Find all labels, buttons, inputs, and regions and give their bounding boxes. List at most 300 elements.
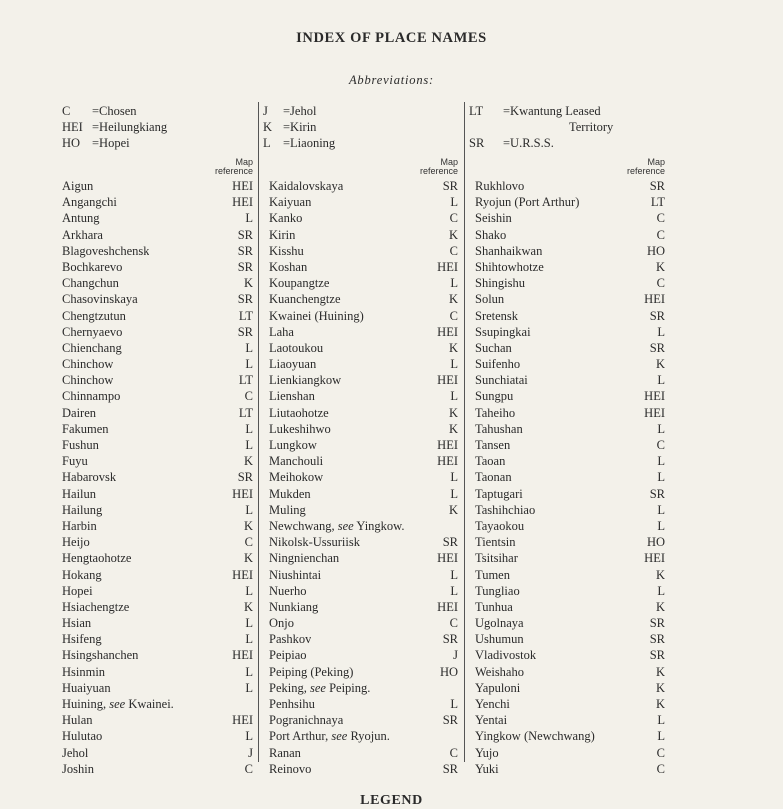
index-entry bbox=[62, 388, 253, 404]
place-name: Tayaokou bbox=[475, 518, 525, 533]
index-entry bbox=[62, 615, 253, 631]
place-name: Laha bbox=[269, 324, 294, 339]
index-entry bbox=[263, 615, 458, 631]
index-column-1 bbox=[62, 103, 253, 777]
map-reference: K bbox=[448, 421, 458, 436]
place-name: Hsian bbox=[62, 616, 92, 631]
index-entry bbox=[62, 178, 253, 194]
map-reference: L bbox=[245, 664, 253, 679]
index-entry bbox=[263, 761, 458, 777]
abbreviation-meaning: Territory bbox=[569, 120, 614, 135]
index-entry bbox=[62, 324, 253, 340]
index-entry bbox=[263, 631, 458, 647]
index-entry bbox=[263, 502, 458, 518]
map-reference: L bbox=[245, 357, 253, 372]
place-name: Newchwang, see Yingkow. bbox=[269, 518, 405, 533]
place-name: Shihtowhotze bbox=[475, 259, 544, 274]
map-reference: L bbox=[657, 502, 665, 517]
index-entry bbox=[62, 405, 253, 421]
abbreviation-item bbox=[469, 135, 665, 151]
place-name: Chernyaevo bbox=[62, 324, 123, 339]
abbreviation-list bbox=[469, 103, 665, 158]
abbreviation-meaning: =Kirin bbox=[283, 120, 317, 135]
map-reference: L bbox=[657, 454, 665, 469]
abbreviation-meaning: =U.R.S.S. bbox=[503, 136, 554, 151]
place-name: Arkhara bbox=[62, 227, 103, 242]
map-reference: SR bbox=[237, 227, 253, 242]
place-name: Ranan bbox=[269, 745, 301, 760]
index-column-2 bbox=[263, 103, 458, 777]
place-name: Sretensk bbox=[475, 308, 519, 323]
abbreviation-meaning: =Kwantung Leased bbox=[503, 104, 601, 118]
index-entry bbox=[263, 308, 458, 324]
map-reference: C bbox=[449, 308, 458, 323]
map-reference: L bbox=[450, 470, 458, 485]
map-reference: LT bbox=[238, 308, 253, 323]
map-reference: C bbox=[244, 761, 253, 776]
place-name: Aigun bbox=[62, 179, 94, 193]
index-entry bbox=[263, 178, 458, 194]
place-name: Suifenho bbox=[475, 357, 521, 372]
map-reference: C bbox=[656, 438, 665, 452]
place-name: Lukeshihwo bbox=[269, 421, 331, 436]
map-reference: L bbox=[245, 680, 253, 695]
map-reference: K bbox=[655, 599, 665, 614]
place-name: Hsinmin bbox=[62, 664, 106, 679]
map-reference: K bbox=[243, 518, 253, 533]
place-name: Vladivostok bbox=[475, 648, 537, 663]
index-entry bbox=[469, 388, 665, 404]
index-entry bbox=[62, 534, 253, 550]
map-reference: SR bbox=[649, 486, 665, 501]
index-entry bbox=[263, 243, 458, 259]
index-entry bbox=[469, 502, 665, 518]
map-reference: L bbox=[450, 567, 458, 582]
place-name: Tungliao bbox=[475, 583, 520, 598]
index-entry bbox=[62, 356, 253, 372]
abbreviation-code: SR bbox=[469, 136, 485, 151]
map-reference: HEI bbox=[437, 373, 458, 388]
index-entry bbox=[62, 340, 253, 356]
place-name: Hengtaohotze bbox=[62, 551, 132, 566]
place-name: Tsitsihar bbox=[475, 551, 518, 566]
place-name: Pashkov bbox=[269, 632, 312, 647]
place-name: Sunchiatai bbox=[475, 373, 528, 388]
index-entry bbox=[263, 291, 458, 307]
map-reference: K bbox=[448, 227, 458, 242]
index-entry bbox=[62, 664, 253, 680]
map-reference: L bbox=[657, 729, 665, 744]
place-name: Kanko bbox=[269, 211, 303, 226]
index-entry bbox=[62, 550, 253, 566]
place-name: Blagoveshchensk bbox=[62, 243, 150, 258]
abbreviation-item bbox=[62, 119, 253, 135]
map-reference: HEI bbox=[437, 454, 458, 469]
map-reference: SR bbox=[442, 535, 458, 550]
map-reference: C bbox=[449, 243, 458, 258]
map-reference: L bbox=[657, 324, 665, 339]
index-entry bbox=[62, 583, 253, 599]
map-reference: SR bbox=[237, 259, 253, 274]
index-entry bbox=[263, 745, 458, 761]
map-reference: L bbox=[450, 276, 458, 291]
index-entry bbox=[62, 437, 253, 453]
map-reference: L bbox=[245, 583, 253, 598]
place-name: Hailun bbox=[62, 486, 97, 501]
index-entry bbox=[469, 291, 665, 307]
index-entry bbox=[469, 243, 665, 259]
place-name: Kwainei (Huining) bbox=[269, 308, 364, 323]
map-reference: K bbox=[655, 357, 665, 372]
index-entry bbox=[62, 486, 253, 502]
map-reference: L bbox=[245, 502, 253, 517]
index-entry bbox=[62, 761, 253, 777]
place-name: Kaiyuan bbox=[269, 195, 312, 210]
place-name: Nuerho bbox=[269, 583, 307, 598]
place-name: Fushun bbox=[62, 438, 99, 452]
place-name: Dairen bbox=[62, 405, 97, 420]
map-reference: SR bbox=[442, 713, 458, 728]
index-entry bbox=[469, 615, 665, 631]
map-reference: SR bbox=[649, 308, 665, 323]
map-reference: L bbox=[245, 616, 253, 631]
map-reference: HEI bbox=[437, 599, 458, 614]
map-reference: L bbox=[245, 632, 253, 647]
index-entry bbox=[62, 469, 253, 485]
index-entry bbox=[263, 453, 458, 469]
map-reference: SR bbox=[237, 470, 253, 485]
place-name: Chasovinskaya bbox=[62, 292, 138, 307]
place-name: Yingkow (Newchwang) bbox=[475, 729, 595, 744]
index-entry bbox=[62, 502, 253, 518]
map-reference: L bbox=[657, 373, 665, 388]
map-reference: SR bbox=[649, 632, 665, 647]
map-reference-header: Map reference bbox=[626, 157, 665, 176]
place-name: Hsifeng bbox=[62, 632, 102, 647]
place-name: Hsiachengtze bbox=[62, 599, 130, 614]
map-reference: C bbox=[244, 535, 253, 550]
place-name: Chinnampo bbox=[62, 389, 121, 404]
index-entry bbox=[469, 745, 665, 761]
index-entry bbox=[469, 178, 665, 194]
map-reference: K bbox=[243, 454, 253, 469]
place-name: Jehol bbox=[62, 745, 89, 760]
map-reference: K bbox=[655, 697, 665, 711]
map-reference: C bbox=[656, 276, 665, 291]
map-reference: SR bbox=[442, 632, 458, 647]
place-name: Shingishu bbox=[475, 276, 526, 291]
map-reference: HEI bbox=[437, 324, 458, 339]
index-entry bbox=[62, 210, 253, 226]
map-reference: L bbox=[245, 340, 253, 355]
map-reference: HEI bbox=[437, 259, 458, 274]
map-reference: L bbox=[245, 438, 253, 452]
index-entry bbox=[263, 340, 458, 356]
map-reference: K bbox=[655, 680, 665, 695]
map-reference: HEI bbox=[232, 567, 253, 582]
place-name: Muling bbox=[269, 502, 306, 517]
map-reference: SR bbox=[649, 648, 665, 663]
index-entry bbox=[469, 356, 665, 372]
index-entry bbox=[263, 210, 458, 226]
place-name: Hokang bbox=[62, 567, 102, 582]
index-entry bbox=[62, 647, 253, 663]
abbreviation-code: LT bbox=[469, 104, 484, 118]
place-name: Kisshu bbox=[269, 243, 304, 258]
map-reference: LT bbox=[650, 195, 665, 210]
place-name: Joshin bbox=[62, 761, 94, 776]
index-entry bbox=[263, 534, 458, 550]
index-entry bbox=[469, 308, 665, 324]
place-name: Yenchi bbox=[475, 697, 510, 711]
place-name: Kaidalovskaya bbox=[269, 179, 344, 193]
index-entry bbox=[263, 583, 458, 599]
place-name: Suchan bbox=[475, 340, 512, 355]
index-entries bbox=[62, 178, 253, 777]
place-name: Niushintai bbox=[269, 567, 322, 582]
map-reference: L bbox=[657, 713, 665, 728]
place-name: Taheiho bbox=[475, 405, 516, 420]
place-name: Ssupingkai bbox=[475, 324, 531, 339]
place-name: Chengtzutun bbox=[62, 308, 126, 323]
index-entry bbox=[263, 550, 458, 566]
place-name: Solun bbox=[475, 292, 505, 307]
index-entry bbox=[62, 421, 253, 437]
index-entry bbox=[263, 486, 458, 502]
index-entry bbox=[62, 308, 253, 324]
place-name: Weishaho bbox=[475, 664, 524, 679]
place-name: Sungpu bbox=[475, 389, 514, 404]
map-reference: HEI bbox=[232, 648, 253, 663]
place-name: Bochkarevo bbox=[62, 259, 123, 274]
map-reference: L bbox=[450, 486, 458, 501]
map-reference: HEI bbox=[644, 292, 665, 307]
map-reference: L bbox=[657, 518, 665, 533]
abbreviations-heading: Abbreviations: bbox=[348, 73, 435, 87]
map-reference: HEI bbox=[644, 389, 665, 404]
place-name: Peipiao bbox=[269, 648, 307, 663]
index-entry bbox=[263, 696, 458, 712]
place-name: Ugolnaya bbox=[475, 616, 524, 631]
map-reference: C bbox=[244, 389, 253, 404]
map-reference: C bbox=[656, 227, 665, 242]
place-name: Ningnienchan bbox=[269, 551, 340, 566]
place-name: Chinchow bbox=[62, 373, 114, 388]
index-entry bbox=[263, 728, 458, 744]
index-entries bbox=[263, 178, 458, 777]
abbreviation-meaning: =Heilungkiang bbox=[92, 120, 168, 135]
place-name: Mukden bbox=[269, 486, 311, 501]
place-name: Ushumun bbox=[475, 632, 524, 647]
index-entry bbox=[469, 227, 665, 243]
place-name: Seishin bbox=[475, 211, 512, 226]
map-reference: SR bbox=[442, 761, 458, 776]
map-reference: HEI bbox=[644, 551, 665, 566]
index-entry bbox=[469, 583, 665, 599]
map-reference: LT bbox=[238, 405, 253, 420]
index-entry bbox=[469, 567, 665, 583]
place-name: Harbin bbox=[62, 518, 97, 533]
abbreviation-meaning: =Liaoning bbox=[283, 136, 336, 151]
place-name: Fuyu bbox=[62, 454, 88, 469]
place-name: Yuki bbox=[475, 761, 499, 776]
column-divider bbox=[258, 102, 259, 762]
index-entry bbox=[469, 664, 665, 680]
abbreviation-code: C bbox=[62, 104, 71, 118]
map-reference: L bbox=[657, 470, 665, 485]
abbreviation-list bbox=[263, 103, 458, 158]
place-name: Huaiyuan bbox=[62, 680, 111, 695]
index-entry bbox=[469, 486, 665, 502]
place-name: Changchun bbox=[62, 276, 119, 291]
index-entry bbox=[62, 259, 253, 275]
place-name: Hsingshanchen bbox=[62, 648, 139, 663]
place-name: Nunkiang bbox=[269, 599, 319, 614]
place-name: Manchouli bbox=[269, 454, 324, 469]
abbreviation-code: HEI bbox=[62, 120, 83, 135]
place-name: Penhsihu bbox=[269, 697, 315, 711]
map-reference: C bbox=[656, 745, 665, 760]
map-reference: K bbox=[243, 599, 253, 614]
place-name: Angangchi bbox=[62, 195, 117, 210]
map-reference: K bbox=[448, 502, 458, 517]
index-entry bbox=[62, 696, 253, 712]
index-entry bbox=[469, 534, 665, 550]
index-entries bbox=[469, 178, 665, 777]
map-reference: HO bbox=[439, 664, 458, 679]
place-name: Tientsin bbox=[475, 535, 516, 550]
map-reference: SR bbox=[237, 243, 253, 258]
map-reference: HEI bbox=[437, 551, 458, 566]
place-name: Taptugari bbox=[475, 486, 523, 501]
place-name: Heijo bbox=[62, 535, 90, 550]
map-reference: L bbox=[450, 697, 458, 711]
index-entry bbox=[469, 728, 665, 744]
place-name: Kirin bbox=[269, 227, 296, 242]
index-entry bbox=[62, 291, 253, 307]
index-entry bbox=[62, 243, 253, 259]
map-reference: K bbox=[448, 405, 458, 420]
place-name: Pogranichnaya bbox=[269, 713, 344, 728]
index-entry bbox=[263, 421, 458, 437]
place-name: Taoan bbox=[475, 454, 506, 469]
index-entry bbox=[62, 599, 253, 615]
index-entry bbox=[62, 453, 253, 469]
map-reference: HEI bbox=[437, 438, 458, 452]
map-reference: SR bbox=[649, 616, 665, 631]
map-reference: L bbox=[450, 583, 458, 598]
index-entry bbox=[263, 275, 458, 291]
index-entry bbox=[62, 518, 253, 534]
index-entry bbox=[469, 405, 665, 421]
abbreviation-item bbox=[469, 119, 665, 135]
index-entry bbox=[469, 210, 665, 226]
map-reference: HEI bbox=[232, 713, 253, 728]
abbreviation-item bbox=[62, 103, 253, 119]
index-entry bbox=[469, 194, 665, 210]
place-name: Yujo bbox=[475, 745, 499, 760]
index-entry bbox=[469, 469, 665, 485]
place-name: Peking, see Peiping. bbox=[269, 680, 371, 695]
place-name: Hopei bbox=[62, 583, 93, 598]
place-name: Shako bbox=[475, 227, 507, 242]
map-reference: C bbox=[449, 211, 458, 226]
index-entry bbox=[263, 227, 458, 243]
map-reference: SR bbox=[442, 179, 458, 193]
index-entry bbox=[263, 469, 458, 485]
index-entry bbox=[62, 631, 253, 647]
place-name: Lungkow bbox=[269, 438, 317, 452]
abbreviation-code: L bbox=[263, 136, 271, 151]
index-entry bbox=[263, 680, 458, 696]
index-entry bbox=[263, 356, 458, 372]
abbreviation-list bbox=[62, 103, 253, 158]
index-entry bbox=[263, 518, 458, 534]
map-reference: L bbox=[450, 357, 458, 372]
map-reference: K bbox=[655, 664, 665, 679]
index-entry bbox=[263, 664, 458, 680]
place-name: Tashihchiao bbox=[475, 502, 536, 517]
map-reference: K bbox=[655, 567, 665, 582]
index-entry bbox=[62, 680, 253, 696]
abbreviation-code: HO bbox=[62, 136, 81, 151]
map-reference-header: Map reference bbox=[214, 157, 253, 176]
index-entry bbox=[62, 712, 253, 728]
index-entry bbox=[62, 372, 253, 388]
map-reference: J bbox=[453, 648, 458, 663]
index-entry bbox=[263, 567, 458, 583]
abbreviation-meaning: =Jehol bbox=[283, 104, 317, 118]
abbreviation-item bbox=[263, 103, 458, 119]
place-name: Onjo bbox=[269, 616, 294, 631]
abbreviation-meaning: =Chosen bbox=[92, 104, 137, 118]
place-name: Hulan bbox=[62, 713, 93, 728]
index-entry bbox=[469, 324, 665, 340]
page-title: INDEX OF PLACE NAMES bbox=[296, 30, 487, 46]
index-entry bbox=[469, 680, 665, 696]
index-entry bbox=[469, 712, 665, 728]
index-entry bbox=[469, 696, 665, 712]
index-entry bbox=[62, 745, 253, 761]
place-name: Laotoukou bbox=[269, 340, 324, 355]
place-name: Lienshan bbox=[269, 389, 315, 404]
place-name: Shanhaikwan bbox=[475, 243, 543, 258]
map-reference: L bbox=[245, 729, 253, 744]
index-entry bbox=[263, 372, 458, 388]
place-name: Hailung bbox=[62, 502, 103, 517]
index-entry bbox=[263, 647, 458, 663]
map-reference: SR bbox=[649, 179, 665, 193]
place-name: Lienkiangkow bbox=[269, 373, 342, 388]
place-name: Reinovo bbox=[269, 761, 312, 776]
map-reference: K bbox=[655, 259, 665, 274]
index-entry bbox=[263, 388, 458, 404]
abbreviation-item bbox=[469, 103, 665, 119]
index-entry bbox=[469, 372, 665, 388]
place-name: Port Arthur, see Ryojun. bbox=[269, 729, 390, 744]
map-reference: SR bbox=[237, 292, 253, 307]
place-name: Ryojun (Port Arthur) bbox=[475, 195, 580, 210]
map-reference: L bbox=[450, 389, 458, 404]
map-reference: L bbox=[245, 211, 253, 226]
place-name: Liaoyuan bbox=[269, 357, 317, 372]
place-name: Fakumen bbox=[62, 421, 109, 436]
place-name: Kuanchengtze bbox=[269, 292, 341, 307]
place-name: Koupangtze bbox=[269, 276, 330, 291]
place-name: Tunhua bbox=[475, 599, 513, 614]
place-name: Tahushan bbox=[475, 421, 523, 436]
abbreviation-item bbox=[62, 135, 253, 151]
